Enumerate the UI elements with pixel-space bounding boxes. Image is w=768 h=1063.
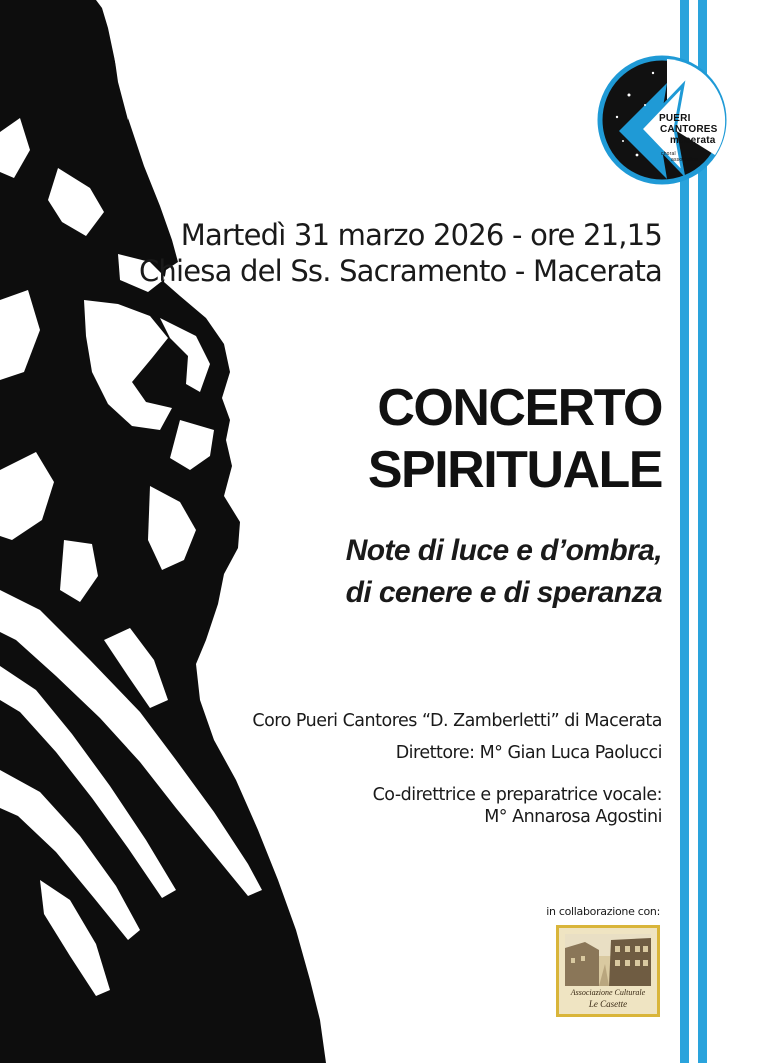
collaboration-label: in collaborazione con: [546,905,660,918]
event-place: Chiesa del Ss. Sacramento - Macerata [138,254,662,288]
logo-text-macerata: macerata [670,135,716,146]
subtitle-line-1: Note di luce e d’ombra, [345,534,662,567]
partner-logo [556,925,660,1017]
partner-name-line-2: Le Casette [588,999,628,1009]
credit-co-director-name: M° Annarosa Agostini [484,807,662,827]
credit-director: Direttore: M° Gian Luca Paolucci [395,743,662,763]
partner-name-line-1: Associazione Culturale [570,988,646,997]
logo-text-association: association [671,157,699,163]
credit-co-director-role: Co-direttrice e preparatrice vocale: [372,785,662,805]
partner-photo-image [565,934,651,986]
title-line-2: SPIRITUALE [367,441,662,499]
title-line-1: CONCERTO [377,379,662,437]
credit-choir: Coro Pueri Cantores “D. Zamberletti” di Macerata [252,711,662,731]
subtitle-line-2: di cenere e di speranza [345,576,662,609]
logo-text-pueri: PUERI [659,113,691,124]
logo-text-cantores: CANTORES [660,124,718,135]
logo-text-choral: choral [661,151,676,157]
event-date: Martedì 31 marzo 2026 - ore 21,15 [180,218,662,252]
